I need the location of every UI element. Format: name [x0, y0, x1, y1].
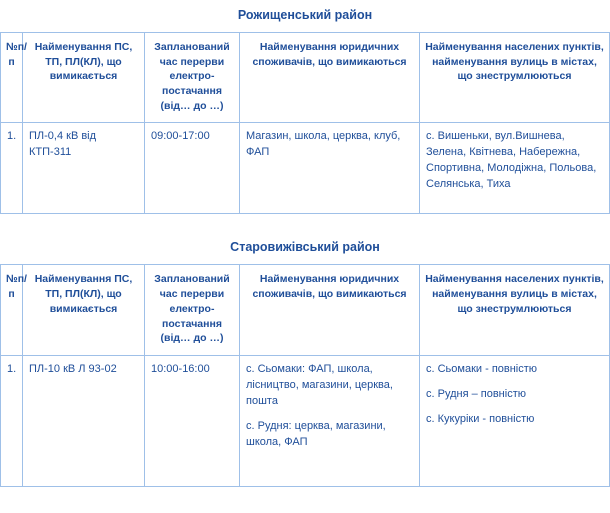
district-title-1: Рожищенський район	[237, 8, 373, 22]
header-cell-places: Найменування населених пунктів, найменування вулиць в містах, що знеструмлюються	[420, 33, 610, 123]
cell-legal	[240, 355, 420, 486]
legal-consumer-line: Магазин, школа, церква, клуб, ФАП	[246, 130, 401, 159]
cell-places	[420, 123, 610, 214]
header-cell-legal: Найменування юридичних споживачів, що вимикаються	[240, 33, 420, 123]
header-cell-time: Запланований час перерви електро-постачання (від… до …)	[145, 33, 240, 123]
cell-num: 1.	[1, 123, 23, 214]
bottom-spacer	[0, 487, 610, 501]
place-line: с. Вишеньки, вул.Вишнева, Зелена, Квітнева, Набережна, Спортивна, Молодіжна, Польова, Селянська, Тиха	[426, 130, 597, 191]
header-row	[1, 33, 610, 123]
header-cell-legal: Найменування юридичних споживачів, що вимикаються	[240, 265, 420, 355]
cell-places	[420, 355, 610, 486]
cell-legal	[240, 123, 420, 214]
district-title-2: Старовижівський район	[230, 240, 380, 255]
cell-ps: ПЛ-0,4 кВ від КТП-311	[23, 123, 145, 214]
header-cell-num: №п/п	[1, 265, 23, 355]
table-body-1	[1, 123, 610, 214]
header-cell-ps: Найменування ПС, ТП, ПЛ(КЛ), що вимикається	[23, 265, 145, 355]
cell-time: 10:00-16:00	[145, 355, 240, 486]
table-body-2	[1, 355, 610, 486]
header-row	[1, 265, 610, 355]
table-header-2	[1, 265, 610, 355]
place-line: с. Сьомаки - повністю	[426, 362, 538, 375]
table-header-1	[1, 33, 610, 123]
place-line: с. Кукуріки - повністю	[426, 412, 535, 425]
district-section-2	[0, 232, 610, 486]
place-line: с. Рудня – повністю	[426, 387, 526, 400]
table-row	[1, 355, 610, 486]
header-cell-num: №п/п	[1, 33, 23, 123]
cell-num: 1.	[1, 355, 23, 486]
legal-consumer-line: с. Рудня: церква, магазини, школа, ФАП	[246, 419, 386, 448]
header-cell-time: Запланований час перерви електро-постачання (від… до …)	[145, 265, 240, 355]
district-section-1	[0, 0, 610, 214]
outage-table-2	[0, 264, 610, 486]
header-cell-ps: Найменування ПС, ТП, ПЛ(КЛ), що вимикається	[23, 33, 145, 123]
header-cell-places: Найменування населених пунктів, найменування вулиць в містах, що знеструмлюються	[420, 265, 610, 355]
cell-ps: ПЛ-10 кВ Л 93-02	[23, 355, 145, 486]
legal-consumer-line: с. Сьомаки: ФАП, школа, лісництво, магазини, церква, пошта	[246, 362, 393, 407]
outage-table-1	[0, 32, 610, 214]
cell-time: 09:00-17:00	[145, 123, 240, 214]
section-gap	[0, 214, 610, 232]
table-row	[1, 123, 610, 214]
